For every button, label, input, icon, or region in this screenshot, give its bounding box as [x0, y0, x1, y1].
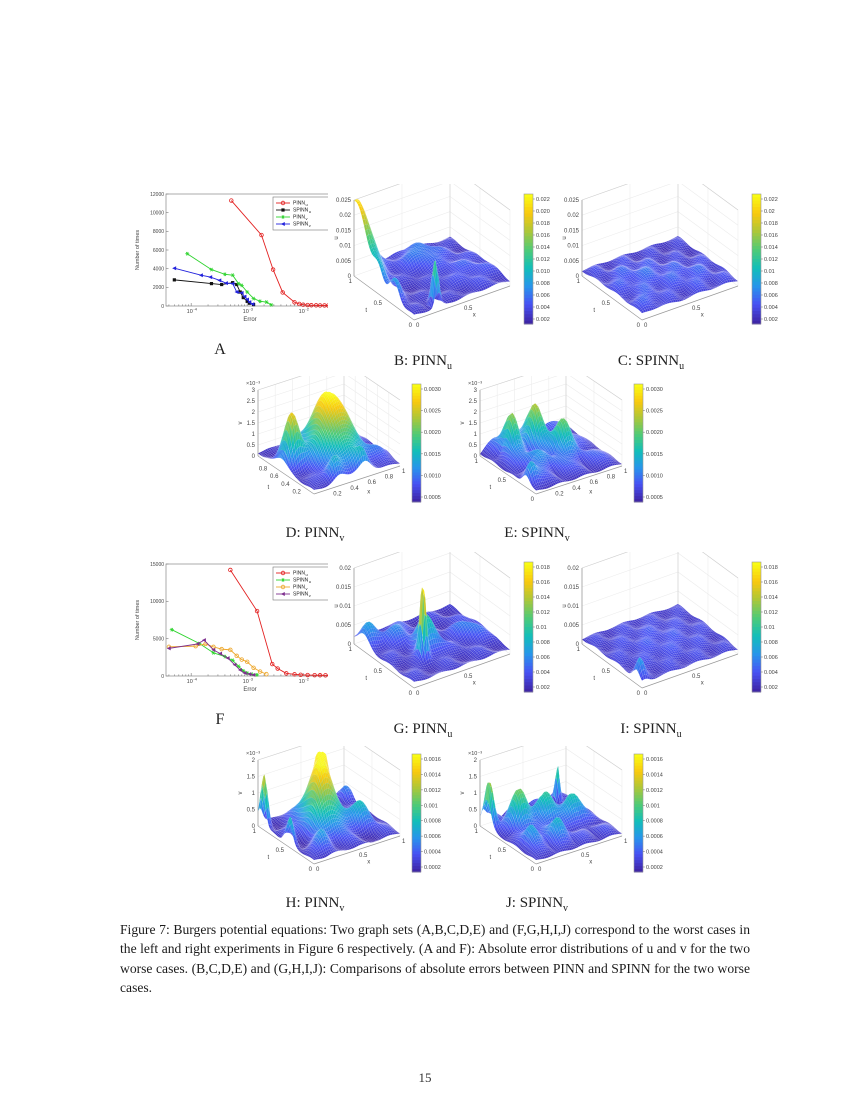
plot-i-canvas: [556, 552, 786, 718]
plot-I: [556, 552, 786, 740]
plot-g-canvas: [328, 552, 558, 718]
plot-a-caption: A: [214, 341, 226, 358]
page-number: 15: [418, 1070, 432, 1085]
plot-i-caption: I: $SPINN_u$: [620, 721, 682, 740]
plot-c-canvas: [556, 184, 786, 350]
plot-h-canvas: [226, 746, 444, 892]
plot-j-canvas: [448, 746, 666, 892]
plot-b-caption: B: $PINN_u$: [394, 353, 452, 372]
plot-j-caption: J: $SPINN_v$: [505, 895, 569, 914]
plot-e-canvas: [448, 376, 666, 522]
plot-E: [448, 376, 666, 544]
plot-D: [226, 376, 444, 544]
plot-A: [130, 186, 340, 361]
plot-h-caption: H: $PINN_v$: [285, 895, 345, 914]
plot-C: [556, 184, 786, 372]
plot-H: [226, 746, 444, 914]
plot-f-caption: F: [215, 711, 225, 728]
plot-J: [448, 746, 666, 914]
plot-d-canvas: [226, 376, 444, 522]
figure-caption: Figure 7: Burgers potential equations: Two graph sets (A,B,C,D,E) and (F,G,H,I,J) correspond to the worst cases in the left and right experiments in Figure 6 respectively. (A and F): Absolute error distributions of u and v for the two worse cases. (B,C,D,E) and (G,H,I,J): Comparisons of absolute errors between PINN and SPINN for the two worse cases.: [120, 922, 750, 996]
plot-F: [130, 556, 340, 731]
plot-f-canvas: [130, 556, 340, 708]
plot-a-canvas: [130, 186, 340, 338]
plot-e-caption: E: $SPINN_v$: [504, 525, 570, 544]
plot-g-caption: G: $PINN_u$: [393, 721, 453, 740]
plot-B: [328, 184, 558, 372]
plot-c-caption: C: $SPINN_u$: [617, 353, 685, 372]
plot-G: [328, 552, 558, 740]
plot-b-canvas: [328, 184, 558, 350]
plot-d-caption: D: $PINN_v$: [285, 525, 345, 544]
